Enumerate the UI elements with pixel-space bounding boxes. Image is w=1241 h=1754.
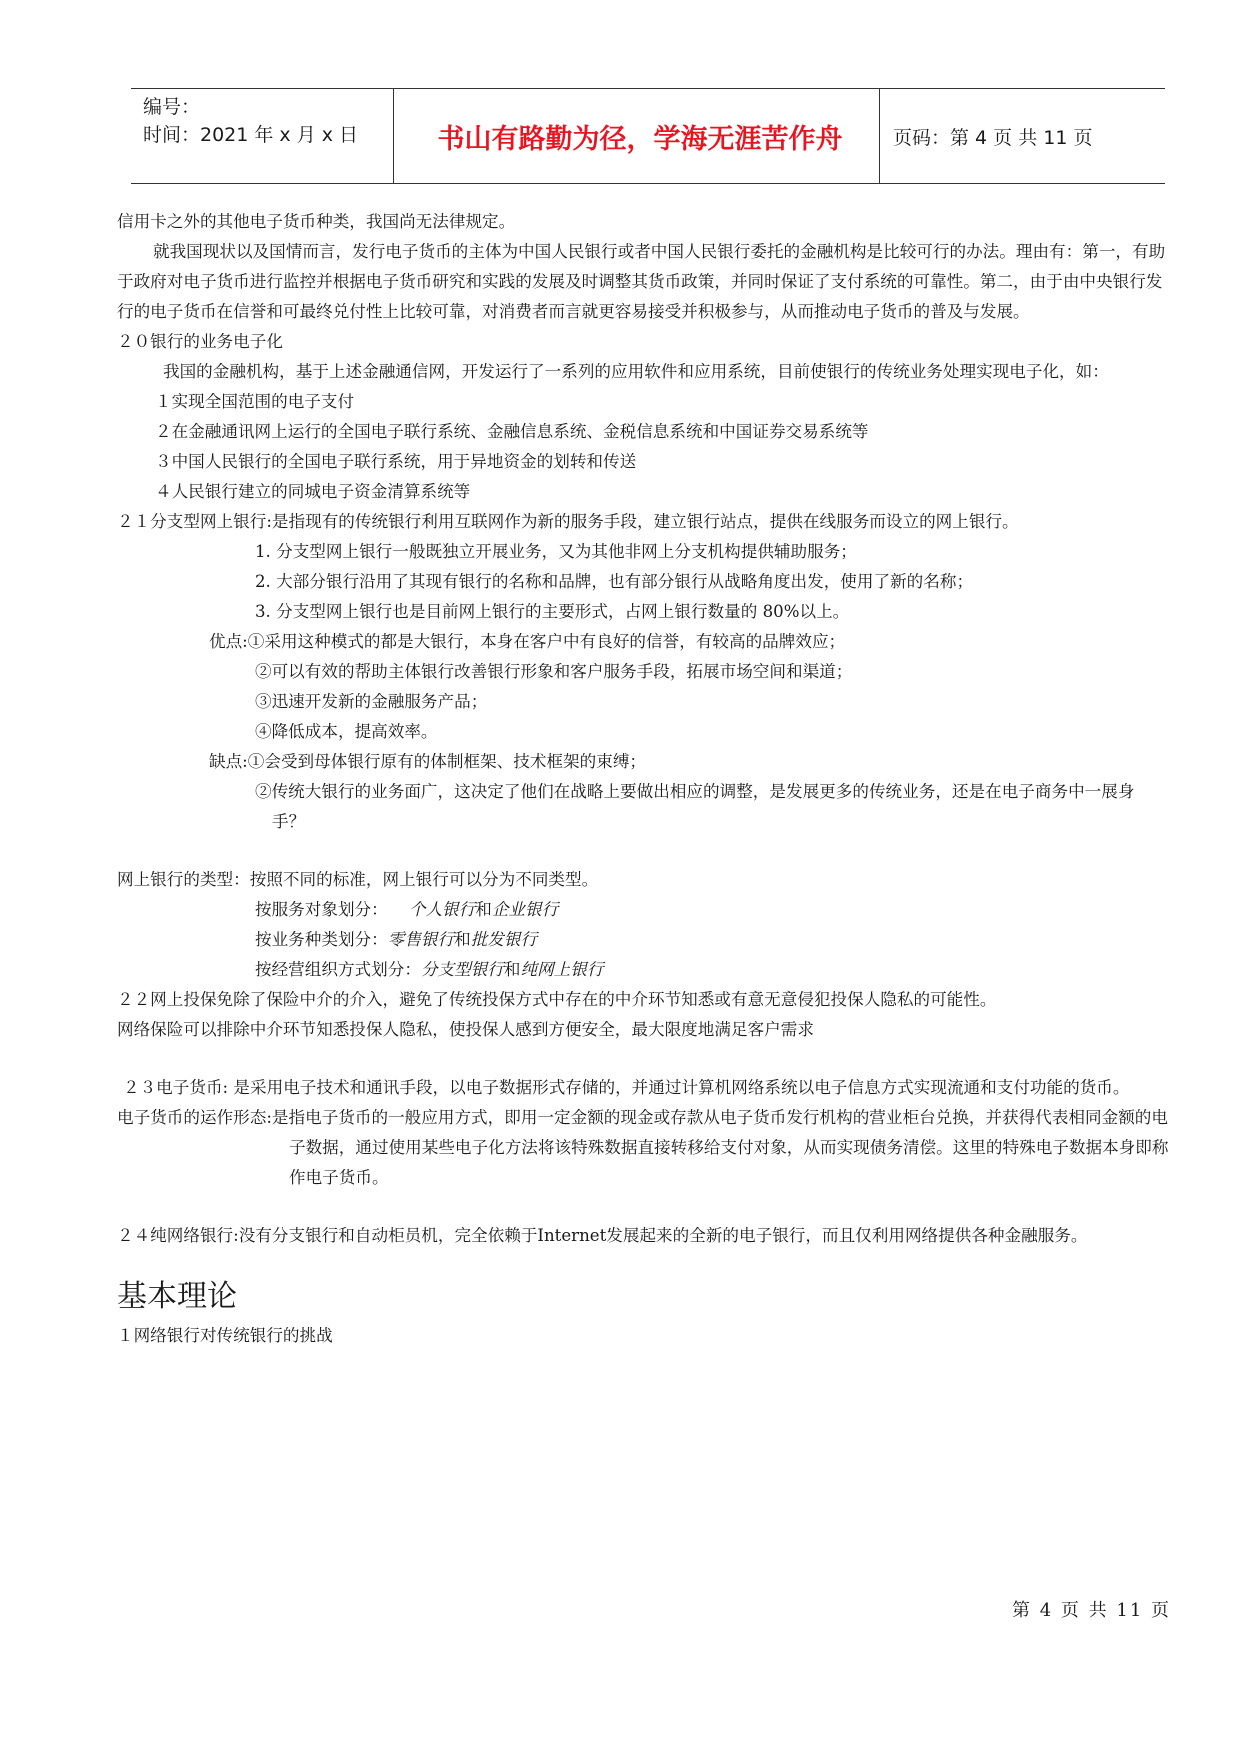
conjunction: 和 — [503, 960, 521, 979]
page-footer: 第 4 页 共 11 页 — [1012, 1600, 1171, 1621]
type-value: 零售银行 — [387, 930, 455, 949]
section-title: ２１分支型网上银行:是指现有的传统银行利用互联网作为新的服务手段，建立银行站点，提供在线服务而设立的网上银行。 — [117, 512, 1019, 531]
paragraph: 信用卡之外的其他电子货币种类，我国尚无法律规定。 — [117, 212, 516, 231]
type-value: 企业银行 — [491, 900, 559, 919]
advantage-item: 优点:①采用这种模式的都是大银行，本身在客户中有良好的信誉，有较高的品牌效应； — [209, 632, 846, 651]
header-divider — [879, 89, 880, 183]
paragraph: 电子货币的运作形态:是指电子货币的一般应用方式，即用一定金额的现金或存款从电子货币发行机构的营业柜台兑换，并获得代表相同金额的电子数据，通过使用某些电子化方法将该特殊数据直接转移给支付对象，从而实现债务清偿。这里的特殊电子数据本身即称作电子货币。 — [117, 1108, 1169, 1187]
type-value: 纯网上银行 — [520, 960, 604, 979]
section-title: ２３电子货币: 是采用电子技术和通讯手段，以电子数据形式存储的，并通过计算机网络系统以电子信息方式实现流通和支付功能的货币。 — [123, 1078, 1130, 1097]
advantage-item: ③迅速开发新的金融服务产品； — [255, 692, 488, 711]
type-value: 批发银行 — [470, 930, 538, 949]
type-label: 按经营组织方式划分： — [255, 960, 421, 979]
advantage-item: ④降低成本，提高效率。 — [255, 722, 438, 741]
header-page-info: 页码：第 4 页 共 11 页 — [893, 126, 1093, 149]
header-divider — [393, 89, 394, 183]
page-header — [131, 88, 1165, 184]
list-item: ３中国人民银行的全国电子联行系统，用于异地资金的划转和传送 — [155, 452, 637, 471]
paragraph: 网上银行的类型：按照不同的标准，网上银行可以分为不同类型。 — [117, 870, 599, 889]
list-item: ４人民银行建立的同城电子资金清算系统等 — [155, 482, 471, 501]
type-row — [117, 955, 1177, 985]
paragraph: 网络保险可以排除中介环节知悉投保人隐私，使投保人感到方便安全，最大限度地满足客户需求 — [117, 1020, 814, 1039]
paragraph: 就我国现状以及国情而言，发行电子货币的主体为中国人民银行或者中国人民银行委托的金融机构是比较可行的办法。理由有：第一，有助于政府对电子货币进行监控并根据电子货币研究和实践的发展及时调整其货币政策，并同时保证了支付系统的可靠性。第二，由于由中央银行发行的电子货币在信誉和可最终兑付性上比较可靠，对消费者而言就更容易接受并积极参与，从而推动电子货币的普及与发展。 — [117, 242, 1166, 321]
type-value: 个人银行 — [408, 900, 476, 919]
advantage-item: ②可以有效的帮助主体银行改善银行形象和客户服务手段，拓展市场空间和渠道； — [255, 662, 853, 681]
heading: 基本理论 — [117, 1279, 237, 1314]
type-row — [117, 895, 1177, 925]
disadvantage-item: ②传统大银行的业务面广，这决定了他们在战略上要做出相应的调整，是发展更多的传统业务，还是在电子商务中一展身手？ — [255, 782, 1135, 831]
type-label: 按服务对象划分： — [255, 900, 388, 919]
list-item: ２在金融通讯网上运行的全国电子联行系统、金融信息系统、金税信息系统和中国证券交易系统等 — [155, 422, 869, 441]
header-left-cell — [143, 93, 393, 149]
conjunction: 和 — [454, 930, 471, 949]
type-label: 按业务种类划分： — [255, 930, 388, 949]
header-motto: 书山有路勤为径，学海无涯苦作舟 — [437, 123, 843, 155]
disadvantage-item: 缺点:①会受到母体银行原有的体制框架、技术框架的束缚； — [209, 752, 647, 771]
section-title: ２０银行的业务电子化 — [117, 332, 283, 351]
paragraph: 我国的金融机构，基于上述金融通信网，开发运行了一系列的应用软件和应用系统，目前使银行的传统业务处理实现电子化，如： — [163, 362, 1109, 381]
list-item: 1. 分支型网上银行一般既独立开展业务，又为其他非网上分支机构提供辅助服务； — [255, 542, 857, 561]
section-title: ２４纯网络银行:没有分支银行和自动柜员机，完全依赖于Internet发展起来的全新的电子银行，而且仅利用网络提供各种金融服务。 — [117, 1226, 1088, 1245]
document-body — [117, 207, 1177, 1351]
section-title: １网络银行对传统银行的挑战 — [117, 1326, 333, 1345]
list-item: 2. 大部分银行沿用了其现有银行的名称和品牌，也有部分银行从战略角度出发，使用了新的名称； — [255, 572, 974, 591]
list-item: 3. 分支型网上银行也是目前网上银行的主要形式，占网上银行数量的 80%以上。 — [255, 602, 850, 621]
number-label: 编号： — [143, 96, 201, 118]
type-row — [117, 925, 1177, 955]
section-title: ２２网上投保免除了保险中介的介入，避免了传统投保方式中存在的中介环节知悉或有意无意侵犯投保人隐私的可能性。 — [117, 990, 997, 1009]
time-label: 时间：2021 年 x 月 x 日 — [143, 124, 359, 146]
type-value: 分支型银行 — [420, 960, 504, 979]
list-item: １实现全国范围的电子支付 — [155, 392, 355, 411]
conjunction: 和 — [475, 900, 492, 919]
